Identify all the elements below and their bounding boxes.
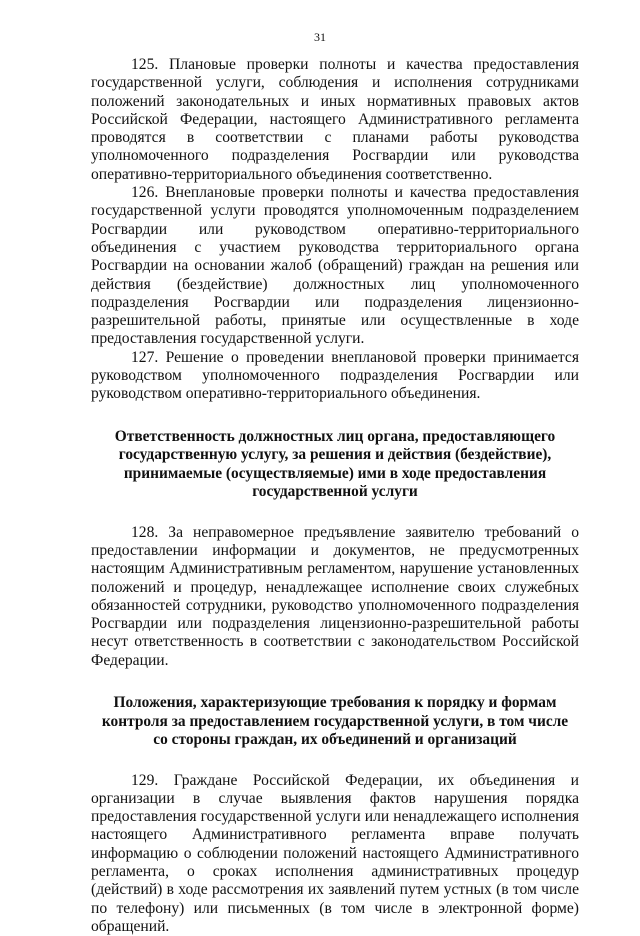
- section-heading-control: Положения, характеризующие требования к порядку и формам контроля за предоставлением государственной услуги, в том числе со стороны граждан, их объединений и организаций: [101, 694, 569, 749]
- paragraph-127: 127. Решение о проведении внеплановой проверки принимается руководством уполномоченного подразделения Росгвардии или руководством оперативно-территориального объединения.: [91, 348, 579, 403]
- section-heading-responsibility: Ответственность должностных лиц органа, предоставляющего государственную услугу, за решения и действия (бездействие), принимаемые (осуществляемые) ими в ходе предоставления государственной услуги: [114, 427, 556, 501]
- paragraph-126: 126. Внеплановые проверки полноты и качества предоставления государственной услуги проводятся уполномоченным подразделением Росгвардии или руководством оперативно-территориального объединения с участием руководства территориального органа Росгвардии на основании жалоб (обращений) граждан на решения или действия (бездействие) должностных лиц уполномоченного подразделения Росгвардии или подразделения лицензионно-разрешительной работы, принятые или осуществленные в ходе предоставления государственной услуги.: [91, 184, 579, 348]
- paragraph-128: 128. За неправомерное предъявление заявителю требований о предоставлении информации и документов, не предусмотренных настоящим Административным регламентом, нарушение установленных положений и процедур, ненадлежащее исполнение своих служебных обязанностей сотрудники, руководство уполномоченного подразделения Росгвардии или подразделения лицензионно-разрешительной работы несут ответственность в соответствии с законодательством Российской Федерации.: [91, 523, 579, 669]
- paragraph-129: 129. Граждане Российской Федерации, их объединения и организации в случае выявления фактов нарушения порядка предоставления государственной услуги или ненадлежащего исполнения настоящего Административного регламента вправе получать информацию о соблюдении положений настоящего Административного регламента, о сроках исполнения административных процедур (действий) в ходе рассмотрения их заявлений путем устных (в том числе по телефону) или письменных (в том числе в электронной форме) обращений.: [91, 771, 579, 935]
- document-body: [91, 56, 579, 936]
- paragraph-125: 125. Плановые проверки полноты и качества предоставления государственной услуги, соблюдения и исполнения сотрудниками положений законодательных и иных нормативных правовых актов Российской Федерации, настоящего Административного регламента проводятся в соответствии с планами работы руководства уполномоченного подразделения Росгвардии или руководства оперативно-территориального объединения соответственно.: [91, 56, 579, 183]
- page-number: 31: [314, 30, 326, 44]
